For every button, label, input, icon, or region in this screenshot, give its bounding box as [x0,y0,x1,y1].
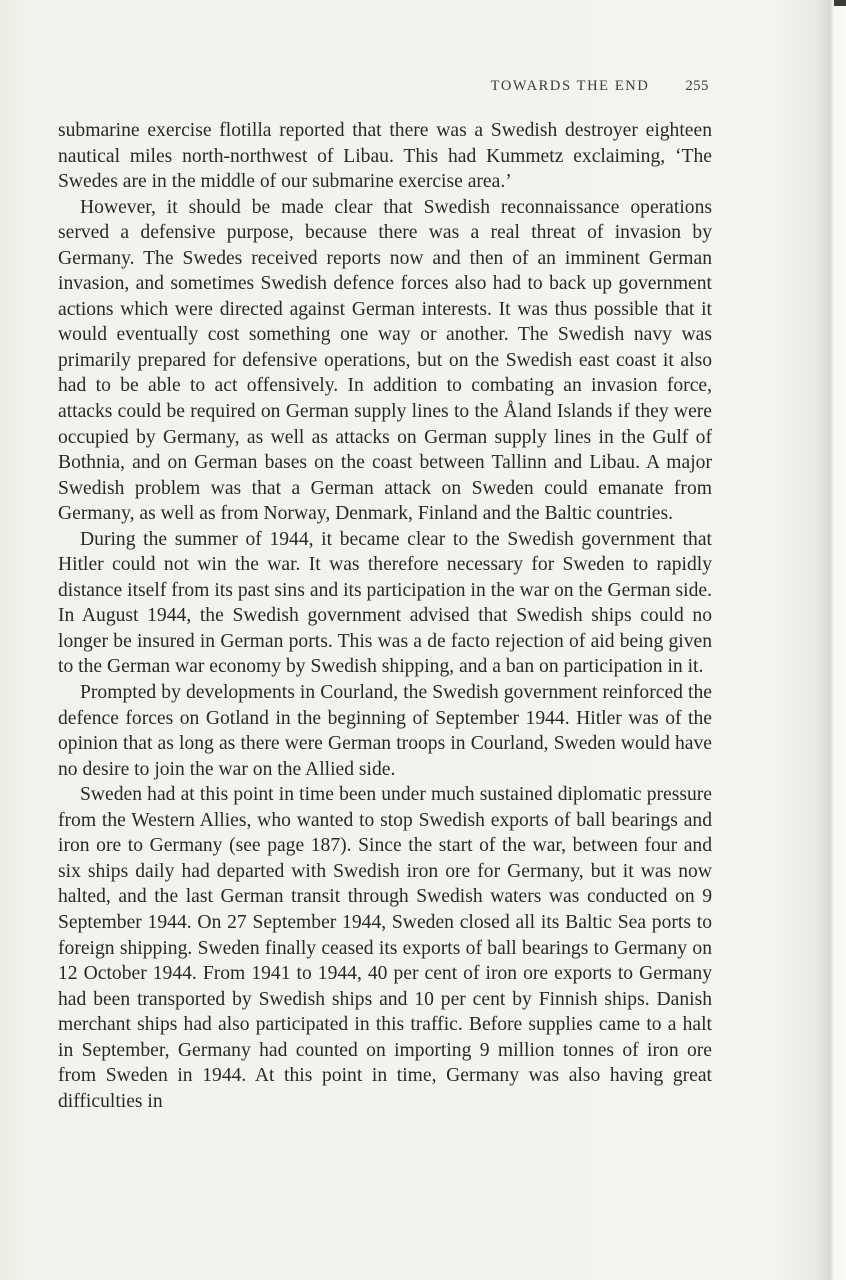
running-header [491,78,709,95]
paragraph-courland: Prompted by developments in Courland, the Swedish government reinforced the defence forces on Gotland in the beginning of September 1944. Hitler was of the opinion that as long as there were German troops in Courland, Sweden would have no desire to join the war on the Allied side. [58,682,712,780]
paragraph-diplomatic-pressure: Sweden had at this point in time been under much sustained diplomatic pressure from the Western Allies, who wanted to stop Swedish exports of ball bearings and iron ore to Germany (see page 187). Since the start of the war, between four and six ships daily had departed with Swedish iron ore for Germany, but it was now halted, and the last German transit through Swedish waters was conducted on 9 September 1944. On 27 September 1944, Sweden closed all its Baltic Sea ports to foreign shipping. Sweden finally ceased its exports of ball bearings to Germany on 12 October 1944. From 1941 to 1944, 40 per cent of iron ore exports to Germany had been transported by Swedish ships and 10 per cent by Finnish ships. Danish merchant ships had also participated in this traffic. Before supplies came to a halt in September, Germany had counted on importing 9 million tonnes of iron ore from Sweden in 1944. At this point in time, Germany was also having great difficulties in [58,784,712,1112]
running-title: TOWARDS THE END [490,78,650,94]
page-number: 255 [685,78,709,94]
page-edge [816,0,846,1280]
paragraph-continuation: submarine exercise flotilla reported that there was a Swedish destroyer eighteen nautical miles north-northwest of Libau. This had Kummetz exclaiming, ‘The Swedes are in the middle of our submarine exercise area.’ [58,120,712,193]
scan-corner-mark [834,0,846,6]
paragraph-summer-1944: During the summer of 1944, it became clear to the Swedish government that Hitler could not win the war. It was therefore necessary for Sweden to rapidly distance itself from its past sins and its participation in the war on the German side. In August 1944, the Swedish government advised that Swedish ships could no longer be insured in German ports. This was a de facto rejection of aid being given to the German war economy by Swedish shipping, and a ban on participation in it. [58,528,712,678]
body-text [58,118,712,1114]
paragraph-reconnaissance: However, it should be made clear that Swedish reconnaissance operations served a defensive purpose, because there was a real threat of invasion by Germany. The Swedes received reports now and then of an imminent German invasion, and sometimes Swedish defence forces also had to back up government actions which were directed against German interests. It was thus possible that it would eventually cost something one way or another. The Swedish navy was primarily prepared for defensive operations, but on the Swedish east coast it also had to be able to act offensively. In addition to combating an invasion force, attacks could be required on German supply lines to the Åland Islands if they were occupied by Germany, as well as attacks on German supply lines in the Gulf of Bothnia, and on German bases on the coast between Tallinn and Libau. A major Swedish problem was that a German attack on Sweden could emanate from Germany, as well as from Norway, Denmark, Finland and the Baltic countries. [58,196,712,525]
